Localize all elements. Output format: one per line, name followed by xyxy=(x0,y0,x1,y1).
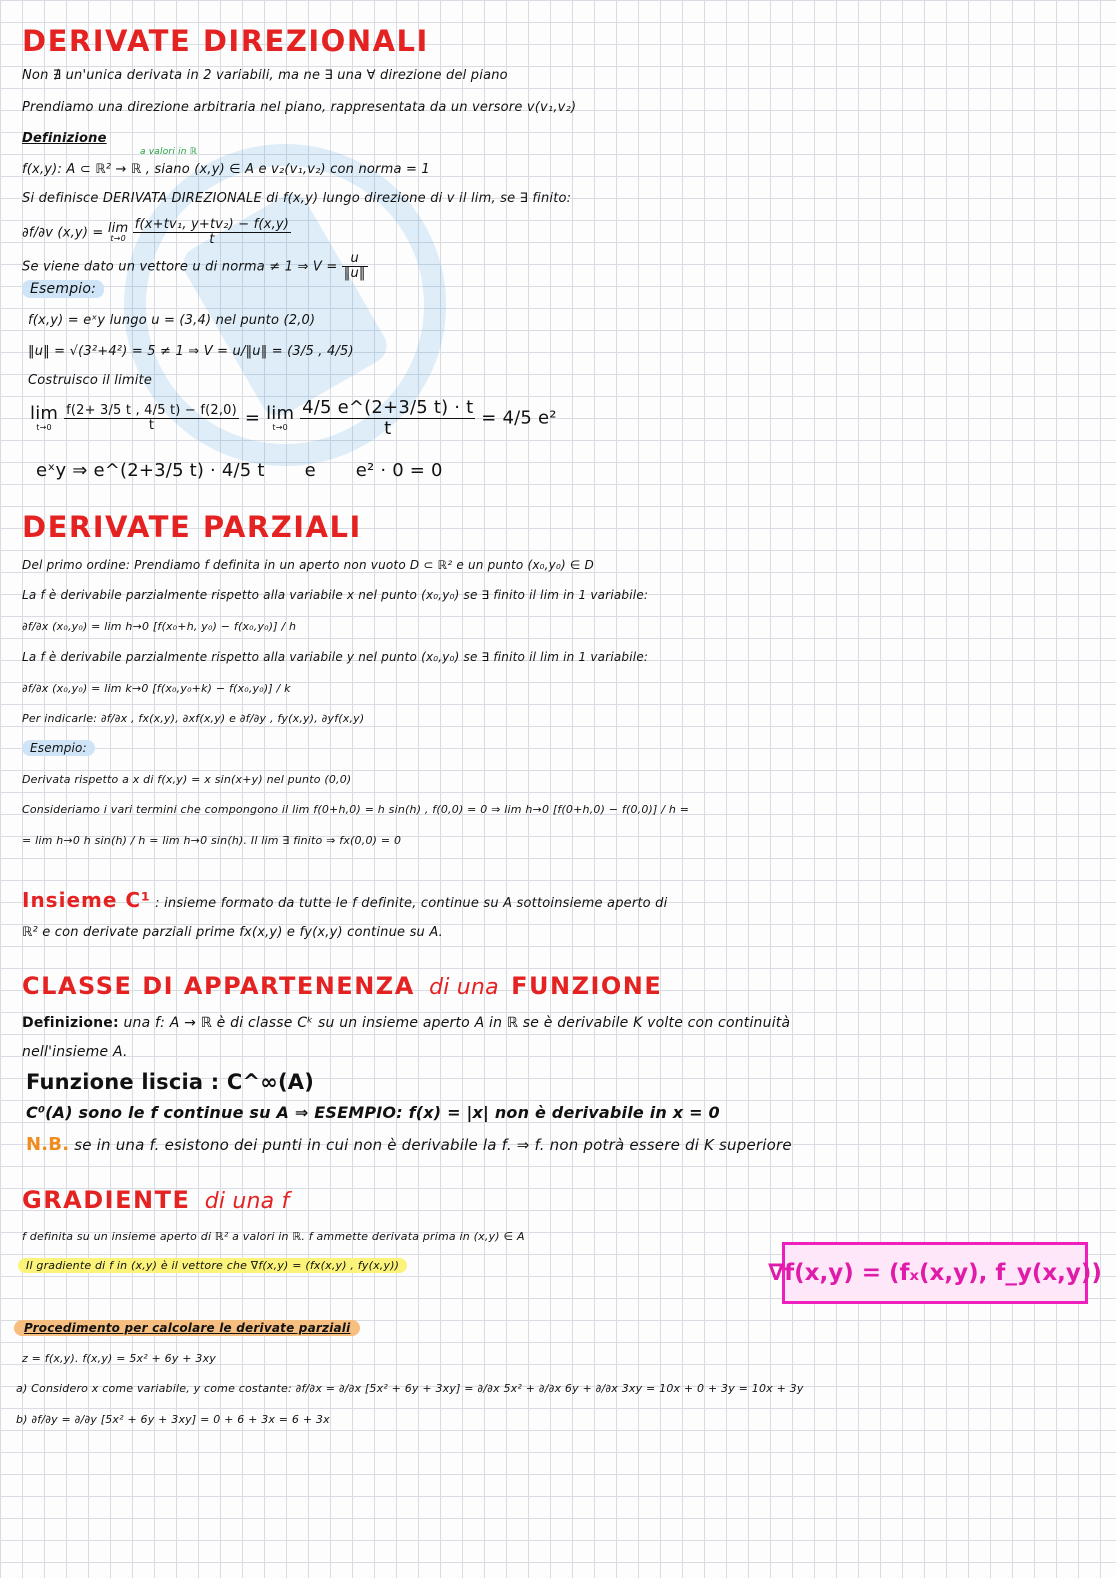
procedimento-step-a: a) Considero x come variabile, y come costante: ∂f/∂x = ∂/∂x [5x² + 6y + 3xy] = ∂/∂x 5x² + ∂/∂x 6y + ∂/∂x 3xy = 10x + 0 + 3y = 10x + 3y xyxy=(16,1382,804,1395)
norm-num: u xyxy=(342,252,368,267)
formula-lim: lim xyxy=(107,220,129,236)
section-title-derivate-parziali: DERIVATE PARZIALI xyxy=(22,510,362,544)
insieme-c1-text-2: ℝ² e con derivate parziali prime fx(x,y) e fy(x,y) continue su A. xyxy=(22,925,443,940)
formula-lim-sub: t→0 xyxy=(110,234,126,244)
insieme-c1-line xyxy=(22,888,667,912)
example-limit-num: f(2+ 3/5 t , 4/5 t) − f(2,0) xyxy=(66,402,237,418)
nb-line xyxy=(26,1134,792,1155)
example-exp: eˣy ⇒ e^(2+3/5 t) · 4/5 t xyxy=(36,460,265,481)
text-line: Non ∄ un'unica derivata in 2 variabili, ma ne ∃ una ∀ direzione del piano xyxy=(22,68,508,83)
example-conj: e xyxy=(304,460,316,481)
example-zero: e² · 0 = 0 xyxy=(355,460,443,481)
norm-line xyxy=(22,252,368,282)
example-line: ‖u‖ = √(3²+4²) = 5 ≠ 1 ⇒ V = u/‖u‖ = (3/5 , 4/5) xyxy=(28,344,354,359)
classe-def-label: Definizione: xyxy=(22,1015,119,1031)
example-result: = 4/5 e² xyxy=(481,407,557,429)
classe-title-b: di una xyxy=(429,975,499,1000)
norm-text: Se viene dato un vettore u di norma ≠ 1 ⇒ V = xyxy=(22,259,338,275)
example-line: Costruisco il limite xyxy=(28,373,153,388)
directional-derivative-formula xyxy=(22,218,291,248)
example-line: f(x,y) = eˣy lungo u = (3,4) nel punto (2,0) xyxy=(28,313,316,328)
nb-label: N.B. xyxy=(26,1134,70,1155)
insieme-c1-title: Insieme C¹ xyxy=(22,888,151,912)
notation-line: Per indicarle: ∂f/∂x , fx(x,y), ∂xf(x,y) e ∂f/∂y , fy(x,y), ∂yf(x,y) xyxy=(22,712,365,725)
example-line: = lim h→0 h sin(h) / h = lim h→0 sin(h). Il lim ∃ finito ⇒ fx(0,0) = 0 xyxy=(22,834,402,847)
annotation-note: a valori in ℝ xyxy=(140,147,198,157)
fx-formula: ∂f/∂x (x₀,y₀) = lim h→0 [f(x₀+h, y₀) − f(x₀,y₀)] / h xyxy=(22,620,297,633)
fy-formula: ∂f/∂x (x₀,y₀) = lim k→0 [f(x₀,y₀+k) − f(x₀,y₀)] / k xyxy=(22,682,291,695)
procedimento-title: Procedimento per calcolare le derivate parziali xyxy=(14,1320,360,1336)
definition-label: Definizione xyxy=(22,131,107,146)
definition-line: f(x,y): A ⊂ ℝ² → ℝ , siano (x,y) ∈ A e v₂(v₁,v₂) con norma = 1 xyxy=(22,162,430,177)
classe-def-text: una f: A → ℝ è di classe Cᵏ su un insieme aperto A in ℝ se è derivabile K volte con continuità xyxy=(123,1015,791,1031)
example-line: Consideriamo i vari termini che compongono il lim f(0+h,0) = h sin(h) , f(0,0) = 0 ⇒ lim h→0 [f(0+h,0) − f(0,0)] / h = xyxy=(22,803,690,816)
example-line: Derivata rispetto a x di f(x,y) = x sin(x+y) nel punto (0,0) xyxy=(22,773,352,786)
definition-line-2: Si definisce DERIVATA DIREZIONALE di f(x,y) lungo direzione di v il lim, se ∃ finito: xyxy=(22,191,572,206)
text-line: La f è derivabile parzialmente rispetto alla variabile x nel punto (x₀,y₀) se ∃ finito il lim in 1 variabile: xyxy=(22,588,649,602)
classe-definition xyxy=(22,1015,790,1031)
classe-title-c: FUNZIONE xyxy=(511,972,663,1000)
section-title-gradiente xyxy=(22,1186,289,1214)
example-limit-mid: 4/5 e^(2+3/5 t) · t xyxy=(302,397,474,418)
procedimento-step-b: b) ∂f/∂y = ∂/∂y [5x² + 6y + 3xy] = 0 + 6 + 3x = 6 + 3x xyxy=(16,1413,330,1426)
gradiente-title-a: GRADIENTE xyxy=(22,1186,191,1214)
section-title-classe xyxy=(22,972,662,1000)
classe-title-a: CLASSE DI APPARTENENZA xyxy=(22,972,415,1000)
norm-den: ‖u‖ xyxy=(343,266,366,282)
insieme-c1-text: : insieme formato da tutte le f definite, continue su A sottoinsieme aperto di xyxy=(155,896,668,911)
formula-numerator: f(x+tv₁, y+tv₂) − f(x,y) xyxy=(134,217,290,232)
example-line-5 xyxy=(36,460,443,481)
text-line: Del primo ordine: Prendiamo f definita in un aperto non vuoto D ⊂ ℝ² e un punto (x₀,y₀) ∈ D xyxy=(22,558,594,572)
formula-denominator: t xyxy=(209,232,215,248)
procedimento-line: z = f(x,y). f(x,y) = 5x² + 6y + 3xy xyxy=(22,1352,216,1365)
classe-def-text-2: nell'insieme A. xyxy=(22,1044,128,1060)
gradiente-highlight: Il gradiente di f in (x,y) è il vettore che ∇f(x,y) = (fx(x,y) , fy(x,y)) xyxy=(18,1258,407,1273)
gradient-formula-box: ∇f(x,y) = (fₓ(x,y), f_y(x,y)) xyxy=(782,1242,1088,1304)
nb-text: se in una f. esistono dei punti in cui non è derivabile la f. ⇒ f. non potrà essere di K superiore xyxy=(74,1136,792,1154)
gradiente-title-b: di una f xyxy=(204,1189,290,1214)
text-line: Prendiamo una direzione arbitraria nel piano, rappresentata da un versore v(v₁,v₂) xyxy=(22,100,577,115)
text-line: La f è derivabile parzialmente rispetto alla variabile y nel punto (x₀,y₀) se ∃ finito il lim in 1 variabile: xyxy=(22,650,649,664)
example-label: Esempio: xyxy=(22,280,104,298)
gradiente-line: f definita su un insieme aperto di ℝ² a valori in ℝ. f ammette derivata prima in (x,y) ∈ A xyxy=(22,1230,525,1243)
example-limit: lim t→0 $\frac{f(2+ 3/5 t , 4/5 t) - f(2,0)}{t}$ = lim t→0 $\frac{4/5 e\^{}(2+3/5 t) \cdot t}{t}$ = 4/5 e² xyxy=(30,397,557,439)
funzione-liscia: Funzione liscia : C^∞(A) xyxy=(26,1070,315,1094)
example-label: Esempio: xyxy=(22,740,95,756)
section-title-derivate-direzionali: DERIVATE DIREZIONALI xyxy=(22,24,429,58)
formula-lhs: ∂f/∂v (x,y) = xyxy=(22,225,104,241)
c0-line: C⁰(A) sono le f continue su A ⇒ ESEMPIO: f(x) = |x| non è derivabile in x = 0 xyxy=(26,1103,720,1122)
